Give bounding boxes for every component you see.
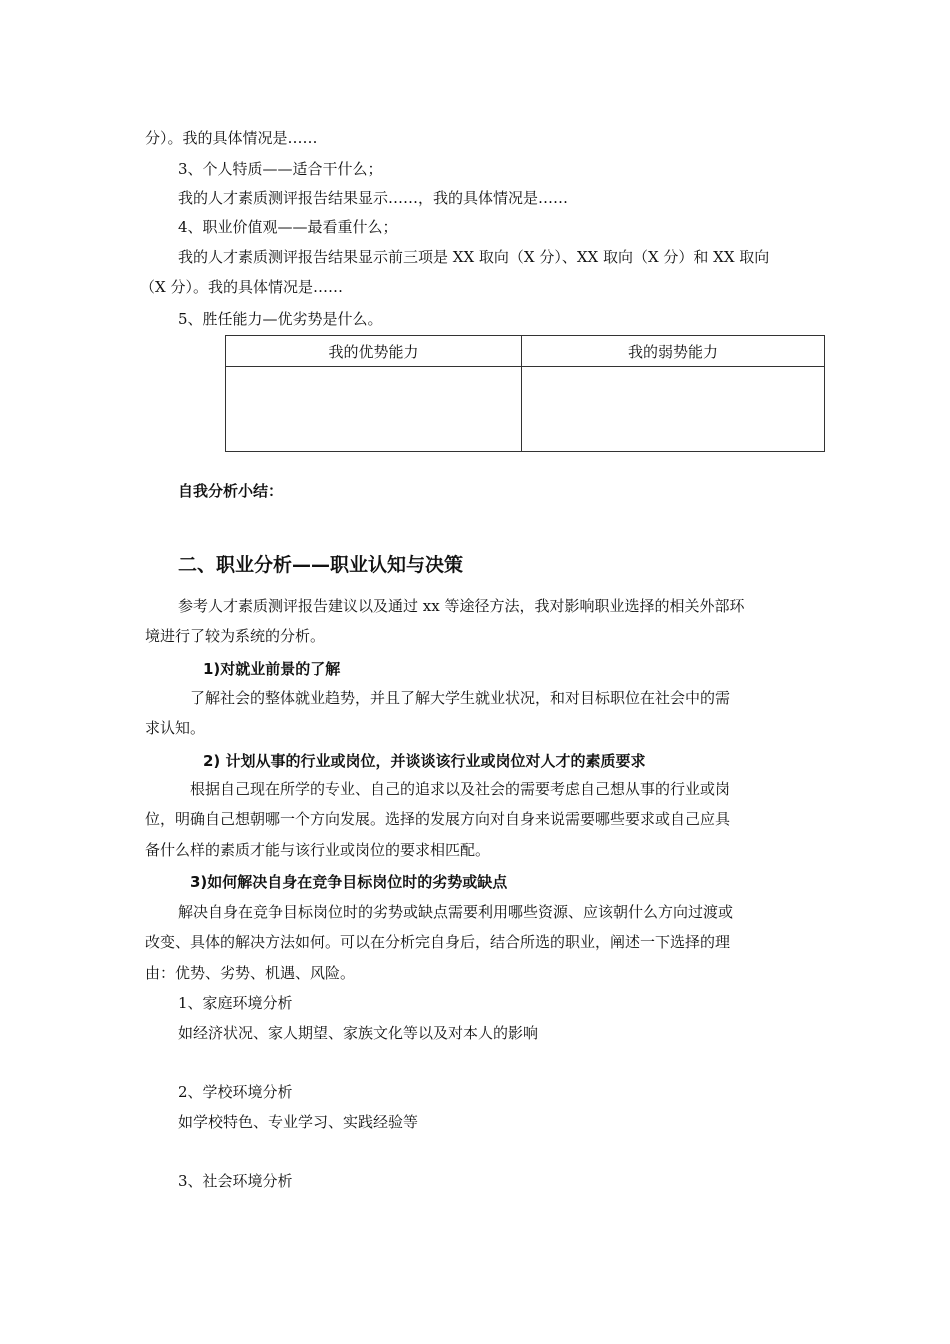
weakness-cell	[522, 367, 825, 452]
paragraph-line: 位，明确自己想朝哪一个方向发展。选择的发展方向对自身来说需要哪些要求或自己应具	[145, 810, 731, 828]
subsection-title: 2) 计划从事的行业或岗位，并谈谈该行业或岗位对人才的素质要求	[203, 752, 646, 770]
item-competence: 5、胜任能力—优劣势是什么。	[178, 310, 383, 328]
paragraph-line: 根据自己现在所学的专业、自己的追求以及社会的需要考虑自己想从事的行业或岗	[190, 780, 731, 798]
item-career-values: 4、职业价值观——最看重什么；	[178, 218, 398, 236]
paragraph-line: 备什么样的素质才能与该行业或岗位的要求相匹配。	[145, 841, 491, 859]
strength-header: 我的优势能力	[226, 336, 522, 367]
summary-label: 自我分析小结：	[178, 482, 284, 500]
family-heading: 1、家庭环境分析	[178, 994, 293, 1012]
text-line: 分）。我的具体情况是……	[145, 129, 318, 147]
paragraph-line: 改变、具体的解决方法如何。可以在分析完自身后，结合所选的职业，阐述一下选择的理	[145, 933, 731, 951]
text-line: （X 分）。我的具体情况是……	[140, 278, 343, 296]
section-title: 二、职业分析——职业认知与决策	[178, 554, 464, 576]
item-personal-traits: 3、个人特质——适合干什么；	[178, 160, 383, 178]
text-line: 我的人才素质测评报告结果显示……，我的具体情况是……	[178, 189, 569, 207]
paragraph-line: 参考人才素质测评报告建议以及通过 xx 等途径方法，我对影响职业选择的相关外部环	[178, 597, 745, 615]
family-description: 如经济状况、家人期望、家族文化等以及对本人的影响	[178, 1024, 539, 1042]
paragraph-line: 了解社会的整体就业趋势，并且了解大学生就业状况，和对目标职位在社会中的需	[190, 689, 731, 707]
society-heading: 3、社会环境分析	[178, 1172, 293, 1190]
paragraph-line: 求认知。	[145, 719, 206, 737]
text-line: 我的人才素质测评报告结果显示前三项是 XX 取向（X 分）、XX 取向（X 分）和 XX 取向	[178, 248, 770, 266]
school-description: 如学校特色、专业学习、实践经验等	[178, 1113, 419, 1131]
paragraph-line: 解决自身在竞争目标岗位时的劣势或缺点需要利用哪些资源、应该朝什么方向过渡或	[178, 903, 734, 921]
strength-cell	[226, 367, 522, 452]
paragraph-line: 境进行了较为系统的分析。	[145, 627, 326, 645]
school-heading: 2、学校环境分析	[178, 1083, 293, 1101]
ability-table	[225, 335, 825, 452]
subsection-title: 3)如何解决自身在竞争目标岗位时的劣势或缺点	[190, 873, 508, 891]
weakness-header: 我的弱势能力	[522, 336, 825, 367]
paragraph-line: 由：优势、劣势、机遇、风险。	[145, 964, 356, 982]
subsection-title: 1)对就业前景的了解	[203, 660, 341, 678]
